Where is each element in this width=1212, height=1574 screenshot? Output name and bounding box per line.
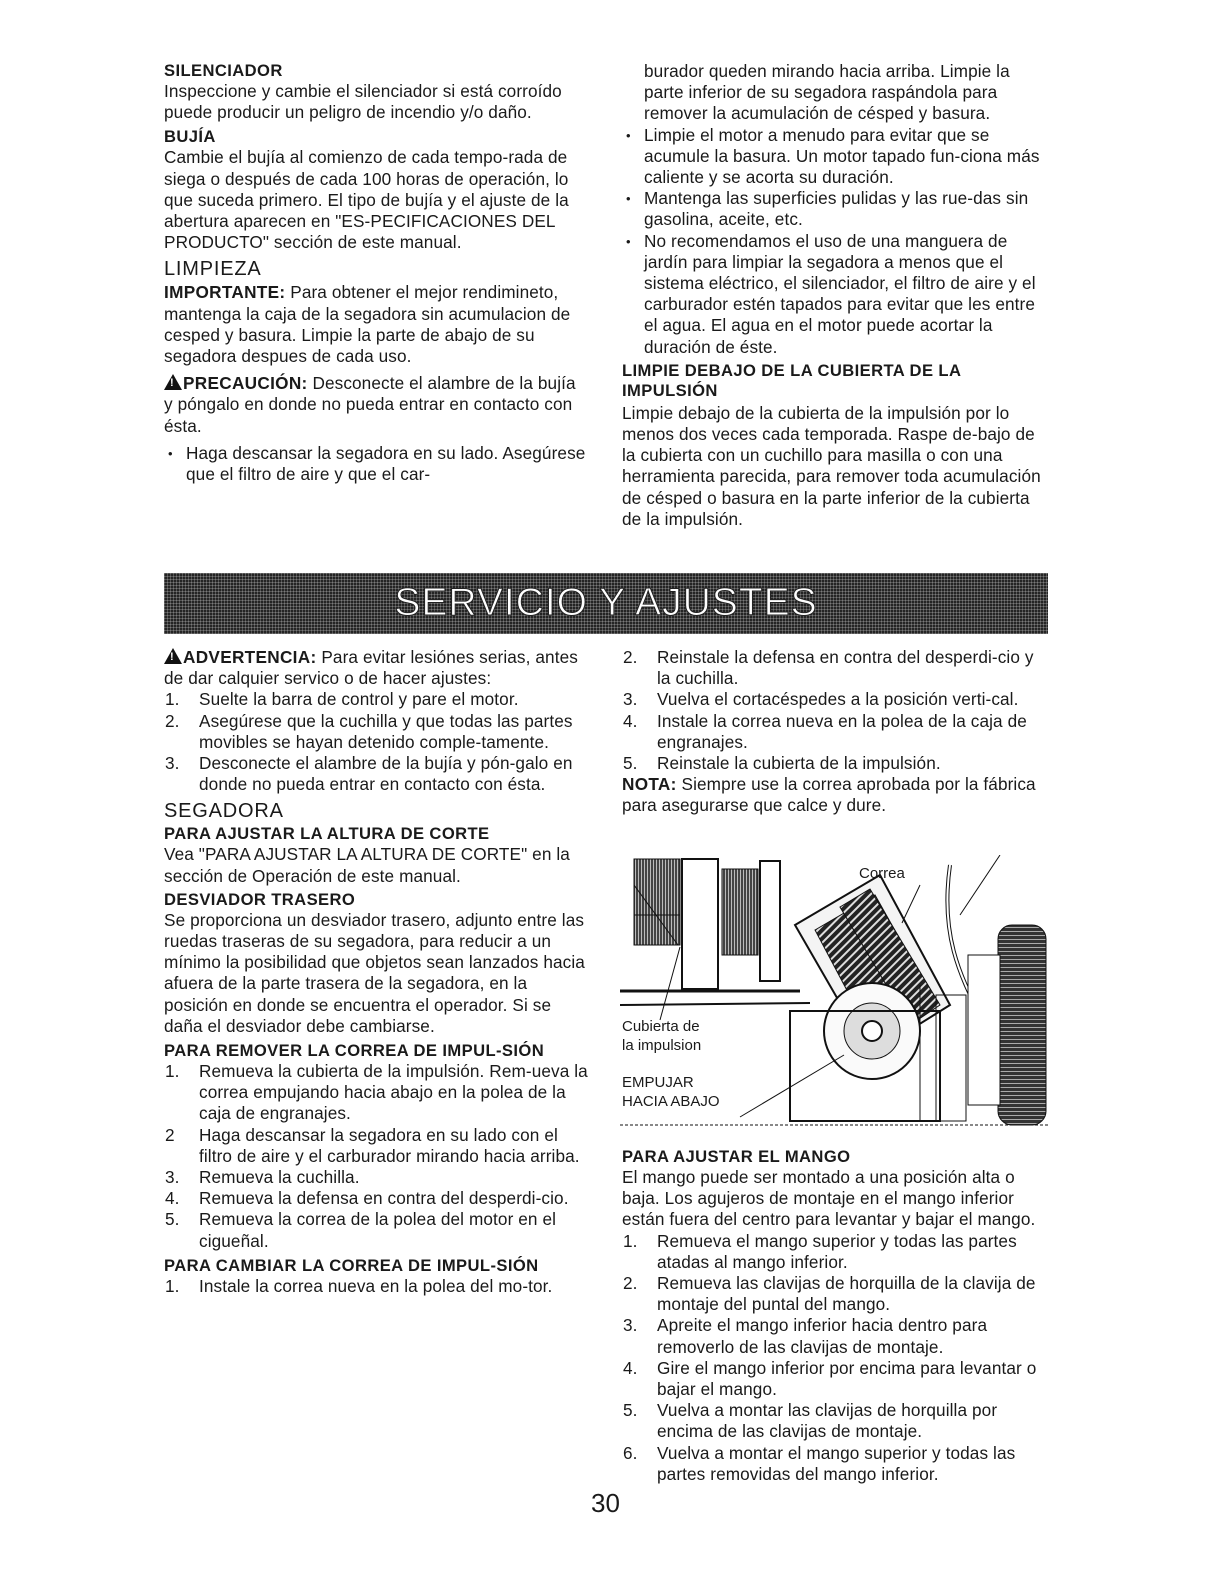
label-empujar-line2: HACIA ABAJO bbox=[622, 1093, 720, 1110]
page-number: 30 bbox=[591, 1488, 620, 1518]
warning-triangle-icon bbox=[164, 374, 182, 390]
cubierta-text: Limpie debajo de la cubierta de la impulsión por lo menos dos veces cada temporada. Raspe de-bajo de la cubierta con un cuchillo para masilla o con una herramienta parecida, para remover toda acumulación de césped o basura en la parte inferior de la cubierta de la impulsión. bbox=[622, 402, 1041, 529]
limpieza-caution bbox=[164, 373, 589, 437]
list-item: • Haga descansar la segadora en su lado. Asegúrese que el filtro de aire y que el car- bbox=[164, 443, 589, 485]
mango-heading: PARA AJUSTAR EL MANGO bbox=[622, 1147, 851, 1166]
cambiar-steps-continued bbox=[622, 647, 1050, 774]
list-item: 4. Remueva la defensa en contra del desperdi-cio. bbox=[165, 1188, 569, 1209]
label-empujar-line1: EMPUJAR bbox=[622, 1074, 694, 1091]
list-item: • Limpie el motor a menudo para evitar que se acumule la basura. Un motor tapado fun-ciona más caliente y se acorta su duración. bbox=[622, 125, 1050, 189]
important-text: Para obtener el mejor rendimineto, mantenga la caja de la segadora sin acumulacion de cesped y basura. Limpie la parte de abajo de su segadora despues de cada uso. bbox=[164, 282, 571, 367]
list-item: • No recomendamos el uso de una manguera de jardín para limpiar la segadora a menos que el sistema eléctrico, el silenciador, el filtro de aire y el carburador estén tapados para evitar que les entre el agua. El agua en el motor puede acortar la duración de éste. bbox=[622, 231, 1050, 358]
mango-section bbox=[622, 1147, 1050, 1485]
label-correa: Correa bbox=[859, 865, 905, 882]
list-item: 2. Reinstale la defensa en contra del desperdi-cio y la cuchilla. bbox=[623, 647, 1034, 689]
top-left-column bbox=[164, 61, 589, 485]
limpieza-important bbox=[164, 282, 589, 367]
list-item: 1. Instale la correa nueva en la polea del mo-tor. bbox=[165, 1275, 553, 1296]
desviador-text: Se proporciona un desviador trasero, adjunto entre las ruedas traseras de su segadora, para reducir a un mínimo la posibilidad que objetos sean lanzados hacia afuera de la parte trasera de la segadora, en la posición en donde se encuentra el operador. Si se daña el desviador debe cambiarse. bbox=[164, 909, 585, 1036]
label-cubierta-line2: la impulsion bbox=[622, 1037, 702, 1054]
list-item: 6. Vuelva a montar el mango superior y todas las partes removidas del mango inferior. bbox=[623, 1442, 1016, 1484]
important-label: IMPORTANTE: bbox=[164, 282, 286, 303]
segadora-heading: SEGADORA bbox=[164, 800, 284, 823]
caution-text: Desconecte el alambre de la bujía y póngalo en donde no pueda entrar en contacto con ésta. bbox=[164, 373, 576, 436]
nota-text: Siempre use la correa aprobada por la fábrica para asegurarse que calce y dure. bbox=[622, 774, 1036, 816]
limpieza-bullets bbox=[164, 443, 589, 485]
banner-title: SERVICIO Y AJUSTES bbox=[394, 581, 818, 624]
top-right-column bbox=[622, 61, 1050, 530]
limpieza-heading: LIMPIEZA bbox=[164, 258, 262, 281]
list-item: • Mantenga las superficies pulidas y las rue-das sin gasolina, aceite, etc. bbox=[622, 188, 1050, 230]
mango-text: El mango puede ser montado a una posición alta o baja. Los agujeros de montaje en el mango inferior están fuera del centro para levantar y bajar el mango. bbox=[622, 1167, 1036, 1230]
bottom-right-column bbox=[622, 647, 1050, 817]
list-item: 2 Haga descansar la segadora en su lado con el filtro de aire y el carburador mirando hacia arriba. bbox=[165, 1124, 580, 1166]
warning-steps bbox=[164, 689, 592, 795]
warning-paragraph bbox=[164, 647, 592, 689]
caution-label: PRECAUCIÓN: bbox=[183, 373, 308, 394]
list-item: 2. Asegúrese que la cuchilla y que todas las partes movibles se hayan detenido comple-tamente. bbox=[165, 710, 573, 752]
remover-steps bbox=[164, 1061, 592, 1252]
list-item: 3. Vuelva el cortacéspedes a la posición verti-cal. bbox=[623, 689, 1019, 710]
list-item: 4. Gire el mango inferior por encima para levantar o bajar el mango. bbox=[623, 1357, 1037, 1400]
list-item: 4. Instale la correa nueva en la polea de la caja de engranajes. bbox=[623, 710, 1027, 752]
list-item: 3. Remueva la cuchilla. bbox=[165, 1167, 360, 1188]
silenciador-text: Inspeccione y cambie el silenciador si está corroído puede producir un peligro de incendio y/o daño. bbox=[164, 81, 562, 123]
mango-steps bbox=[622, 1231, 1050, 1485]
bujia-heading: BUJÍA bbox=[164, 127, 216, 147]
drive-belt-figure bbox=[620, 855, 1048, 1137]
nota-label: NOTA: bbox=[622, 774, 677, 795]
list-item: 1. Remueva el mango superior y todas las partes atadas al mango inferior. bbox=[623, 1230, 1017, 1272]
warning-label: ADVERTENCIA: bbox=[183, 647, 317, 667]
nota-paragraph bbox=[622, 774, 1050, 816]
bujia-text: Cambie el bujía al comienzo de cada tempo-rada de siega o después de cada 100 horas de operación, lo que suceda primero. El tipo de bujía y el ajuste de la abertura aparecen en "ES-PECIFICACIONES DEL PRODUCTO" sección de este manual. bbox=[164, 147, 569, 253]
list-item: 1. Suelte la barra de control y pare el motor. bbox=[165, 689, 519, 710]
list-item: 1. Remueva la cubierta de la impulsión. Rem-ueva la correa empujando hacia abajo en la polea de la caja de engranajes. bbox=[165, 1061, 588, 1124]
list-item: 3. Desconecte el alambre de la bujía y pón-galo en donde no pueda entrar en contacto con ésta. bbox=[165, 753, 573, 795]
remover-heading: PARA REMOVER LA CORREA DE IMPUL-SIÓN bbox=[164, 1041, 545, 1061]
list-item: 5. Reinstale la cubierta de la impulsión. bbox=[623, 753, 941, 774]
altura-text: Vea "PARA AJUSTAR LA ALTURA DE CORTE" en la sección de Operación de este manual. bbox=[164, 844, 570, 886]
list-item: 5. Vuelva a montar las clavijas de horquilla por encima de las clavijas de montaje. bbox=[623, 1400, 998, 1442]
list-item: 2. Remueva las clavijas de horquilla de la clavija de montaje del puntal del mango. bbox=[623, 1273, 1036, 1315]
section-banner bbox=[164, 573, 1048, 634]
altura-heading: PARA AJUSTAR LA ALTURA DE CORTE bbox=[164, 824, 490, 844]
cambiar-heading: PARA CAMBIAR LA CORREA DE IMPUL-SIÓN bbox=[164, 1255, 539, 1275]
continuation-text: burador queden mirando hacia arriba. Limpie la parte inferior de su segadora raspándola para remover la acumulación de césped y basura. bbox=[644, 61, 1010, 124]
cubierta-heading: LIMPIE DEBAJO DE LA CUBIERTA DE LA IMPULSIÓN bbox=[622, 360, 961, 400]
desviador-heading: DESVIADOR TRASERO bbox=[164, 889, 356, 909]
warning-text: Para evitar lesiónes serias, antes de dar calquier servico o de hacer ajustes: bbox=[164, 647, 578, 689]
bottom-left-column bbox=[164, 647, 592, 1297]
silenciador-heading: SILENCIADOR bbox=[164, 61, 283, 80]
warning-triangle-icon bbox=[164, 648, 182, 664]
label-cubierta-line1: Cubierta de bbox=[622, 1018, 700, 1035]
list-item: 5. Remueva la correa de la polea del motor en el cigueñal. bbox=[165, 1209, 557, 1251]
list-item: 3. Apreite el mango inferior hacia dentro para removerlo de las clavijas de montaje. bbox=[623, 1315, 988, 1357]
cambiar-steps bbox=[164, 1276, 592, 1297]
cleaning-bullets bbox=[622, 125, 1050, 358]
